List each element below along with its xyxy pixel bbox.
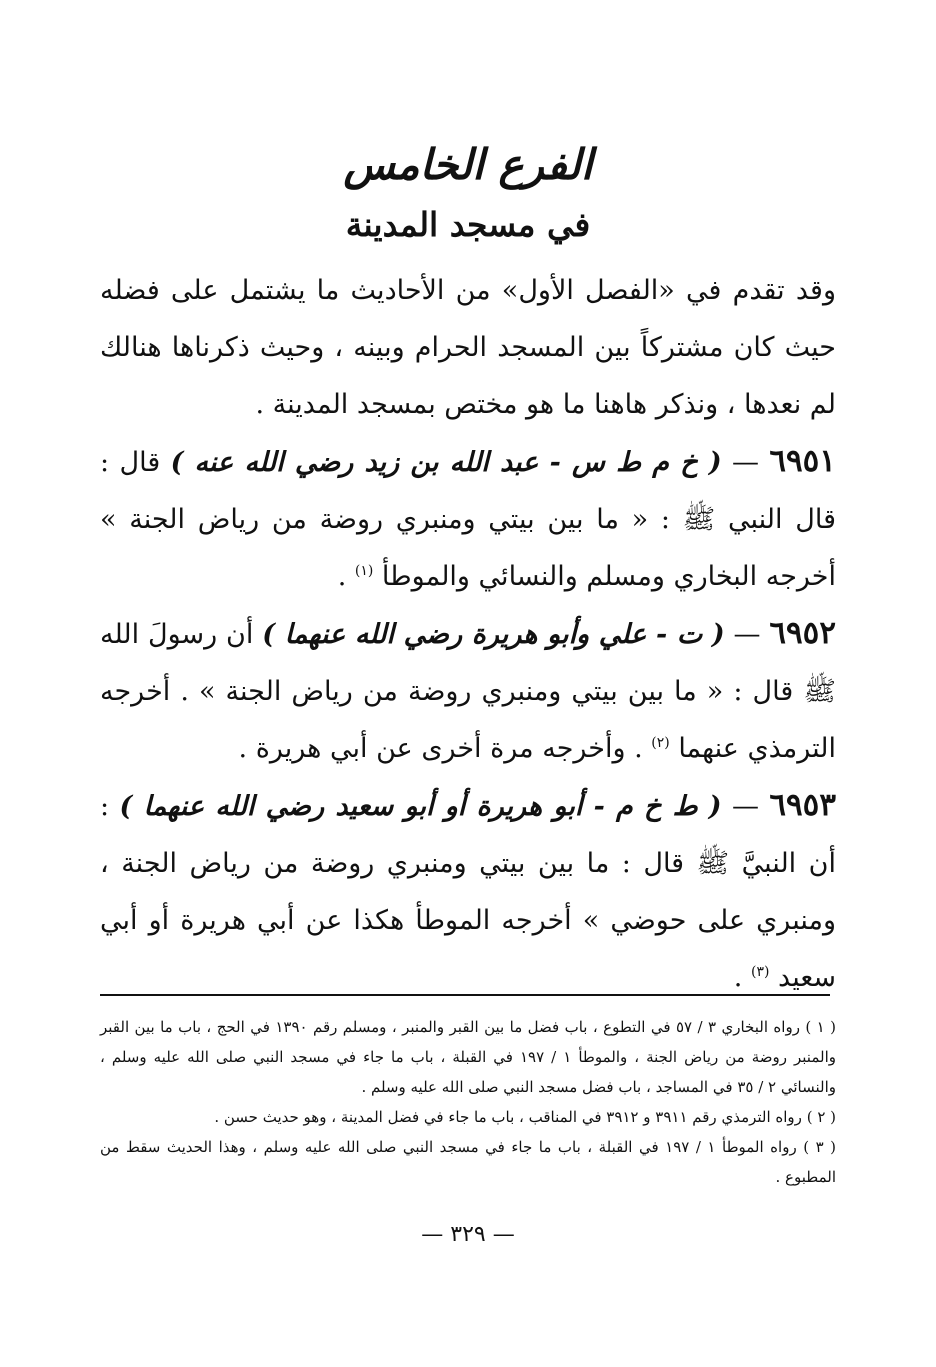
intro-paragraph: وقد تقدم في «الفصل الأول» من الأحاديث ما يشتمل على فضله حيث كان مشتركاً بين المسجد الحرام وبينه ، وحيث ذكرناها هنالك لم نعدها ، ونذكر هاهنا ما هو مختص بمسجد المدينة . [100, 275, 836, 420]
hadith-number: ٦٩٥٢ [769, 615, 836, 651]
hadith-text: قال : قال النبي ﷺ : « ما بين بيتي ومنبري روضة من رياض الجنة » أخرجه البخاري ومسلم والنسائي والموطأ [100, 447, 836, 592]
hadith-source: ( ت - علي وأبو هريرة رضي الله عنهما ) [262, 619, 725, 650]
hadith-source: ( خ م ط س - عبد الله بن زيد رضي الله عنه ) [170, 447, 722, 478]
footnote: ( ٢ ) رواه الترمذي رقم ٣٩١١ و ٣٩١٢ في المناقب ، باب ما جاء في فضل المدينة ، وهو حديث حسن . [214, 1108, 836, 1126]
footnotes [100, 1012, 836, 1192]
section-subtitle: في مسجد المدينة [345, 205, 591, 244]
hadith-text: أن رسولَ الله ﷺ قال : « ما بين بيتي ومنبري روضة من رياض الجنة » . أخرجه الترمذي عنهما [100, 619, 836, 764]
section-title: الفرع الخامس [343, 140, 593, 189]
hadith-end: . وأخرجه مرة أخرى عن أبي هريرة . [238, 733, 652, 764]
hadith-dash: — [721, 447, 759, 478]
hadith-dash: — [724, 619, 761, 650]
hadith-number: ٦٩٥٣ [769, 787, 836, 823]
footnote: ( ١ ) رواه البخاري ٣ / ٥٧ في التطوع ، باب فضل ما بين القبر والمنبر ، ومسلم رقم ١٣٩٠ في الحج ، باب ما بين القبر والمنبر روضة من رياض الجنة ، والموطأ ١ / ١٩٧ في القبلة ، باب ما جاء في مسجد النبي صلى الله عليه وسلم ، والنسائي ٢ / ٣٥ في المساجد ، باب فضل مسجد النبي صلى الله عليه وسلم . [100, 1018, 836, 1096]
footnote: ( ٣ ) رواه الموطأ ١ / ١٩٧ في القبلة ، باب ما جاء في مسجد النبي صلى الله عليه وسلم ، وهذا الحديث سقط من المطبوع . [100, 1138, 836, 1186]
footnote-ref: (٣) [750, 964, 770, 980]
footnote-divider [100, 994, 830, 996]
hadith-entry [100, 433, 836, 605]
hadith-entry [100, 605, 836, 777]
hadith-entry [100, 777, 836, 1006]
hadith-number: ٦٩٥١ [769, 443, 836, 479]
footnote-ref: (٢) [651, 735, 670, 751]
hadith-end: . [733, 962, 751, 993]
hadith-text: : أن النبيَّ ﷺ قال : ما بين بيتي ومنبري روضة من رياض الجنة ، ومنبري على حوضي » أخرجه الموطأ هكذا عن أبي هريرة أو أبي سعيد [100, 791, 836, 993]
hadith-source: ( ط خ م - أبو هريرة أو أبو سعيد رضي الله عنهما ) [119, 791, 722, 822]
page-number: — ٣٢٩ — [421, 1222, 515, 1247]
hadith-end: . [337, 561, 355, 592]
footnote-ref: (١) [354, 563, 374, 579]
hadith-dash: — [721, 791, 759, 822]
body-text [100, 262, 836, 1006]
